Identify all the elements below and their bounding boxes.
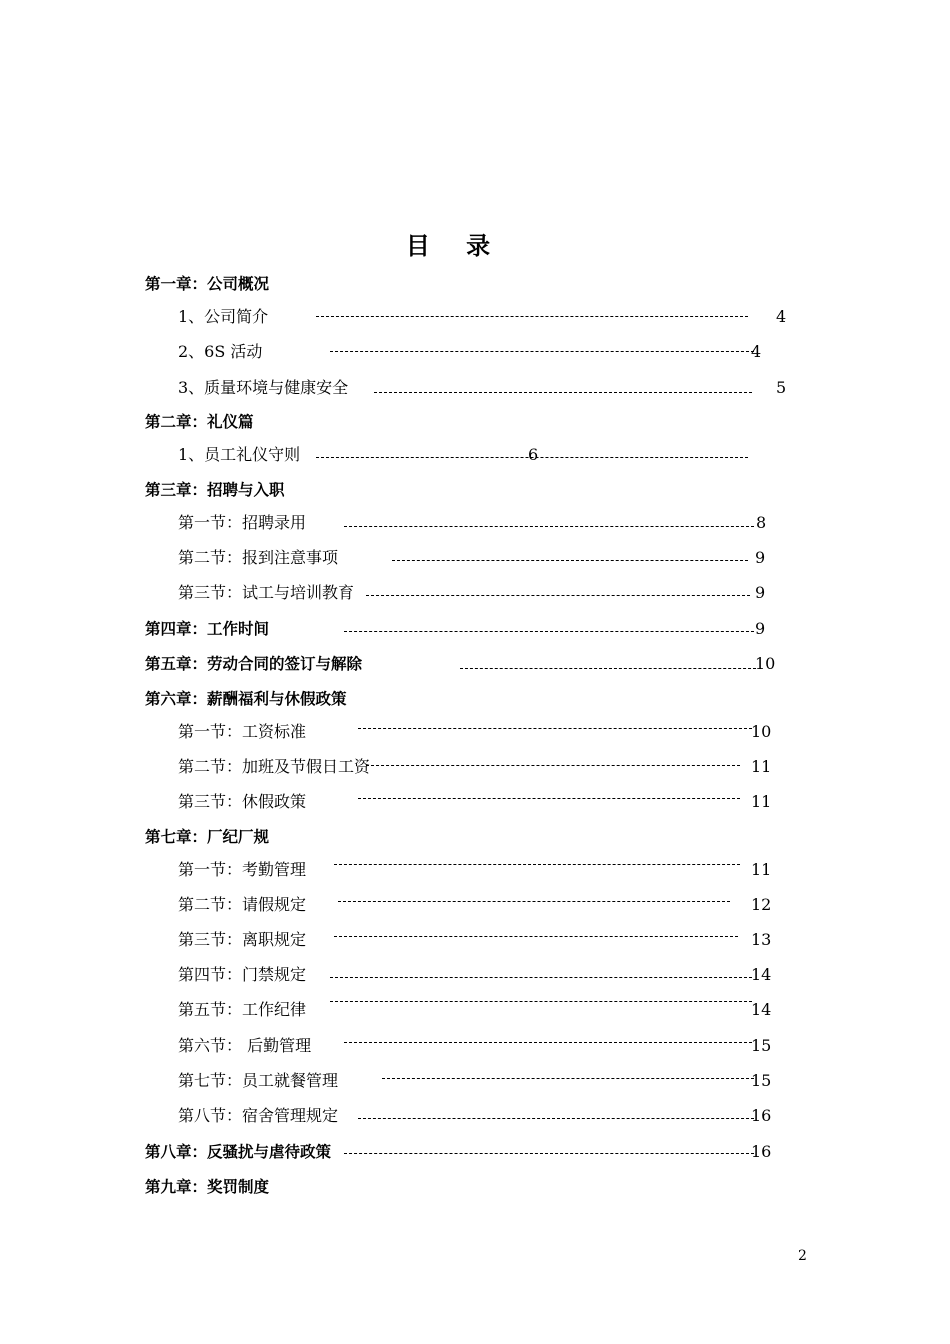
toc-page-number: 15 <box>751 1036 772 1055</box>
toc-entry-label: 第九章：奖罚制度 <box>145 1178 270 1196</box>
toc-page-number: 10 <box>751 722 772 741</box>
toc-page-number: 13 <box>751 930 772 949</box>
toc-page-number: 12 <box>751 895 772 914</box>
toc-page-number: 11 <box>751 792 772 811</box>
toc-entry <box>0 581 950 605</box>
toc-entry-label: 第一章：公司概况 <box>145 275 270 293</box>
toc-entry-label: 第五节：工作纪律 <box>178 1000 307 1019</box>
toc-entry <box>0 617 950 641</box>
dotted-leader <box>358 798 740 799</box>
toc-page-number: 16 <box>751 1106 772 1125</box>
toc-page-number: 11 <box>751 757 772 776</box>
toc-page-number: 11 <box>751 860 772 879</box>
toc-entry-label: 第三节：离职规定 <box>178 930 307 949</box>
toc-entry <box>0 755 950 779</box>
toc-entry <box>0 687 950 711</box>
toc-entry-label: 第三节：试工与培训教育 <box>178 583 355 602</box>
toc-entry <box>0 546 950 570</box>
toc-page-number: 16 <box>751 1142 772 1161</box>
dotted-leader <box>392 560 748 561</box>
toc-entry-label: 第三章：招聘与入职 <box>145 481 285 499</box>
toc-page-number: 8 <box>756 513 767 532</box>
toc-entry <box>0 893 950 917</box>
toc-page-number: 14 <box>751 1000 772 1019</box>
dotted-leader <box>382 1078 754 1079</box>
toc-page-number: 15 <box>751 1071 772 1090</box>
toc-entry-label: 第二节：报到注意事项 <box>178 548 339 567</box>
toc-entry-label: 1、员工礼仪守则 <box>178 445 301 464</box>
toc-entry-label: 第二章：礼仪篇 <box>145 413 254 431</box>
toc-entry-label: 第六章：薪酬福利与休假政策 <box>145 690 347 708</box>
toc-entry <box>0 825 950 849</box>
dotted-leader <box>334 864 740 865</box>
toc-page-number: 9 <box>755 548 766 567</box>
toc-entry <box>0 443 950 467</box>
toc-entry-label: 3、质量环境与健康安全 <box>178 378 349 397</box>
toc-entry <box>0 272 950 296</box>
toc-title: 目 录 <box>405 232 505 260</box>
toc-entry-label: 第四节：门禁规定 <box>178 965 307 984</box>
dotted-leader <box>338 901 730 902</box>
toc-entry-label: 第三节：休假政策 <box>178 792 307 811</box>
toc-entry-label: 第二节：加班及节假日工资 <box>178 757 371 776</box>
toc-entry <box>0 340 950 364</box>
dotted-leader <box>330 977 752 978</box>
toc-entry <box>0 1175 950 1199</box>
toc-entry <box>0 963 950 987</box>
toc-entry-label: 第六节： 后勤管理 <box>178 1036 312 1055</box>
toc-entry-label: 2、6S 活动 <box>178 342 263 361</box>
toc-page-number: 4 <box>751 342 762 361</box>
toc-entry <box>0 1034 950 1058</box>
dotted-leader <box>366 765 740 766</box>
dotted-leader <box>330 351 754 352</box>
toc-entry <box>0 720 950 744</box>
toc-entry-label: 第二节：请假规定 <box>178 895 307 914</box>
dotted-leader <box>330 1001 752 1002</box>
dotted-leader <box>460 668 756 669</box>
dotted-leader <box>358 1118 754 1119</box>
toc-entry-label: 第一节：工资标准 <box>178 722 307 741</box>
page-number: 2 <box>798 1248 807 1264</box>
dotted-leader <box>344 631 754 632</box>
toc-entry-label: 第七节：员工就餐管理 <box>178 1071 339 1090</box>
toc-entry <box>0 511 950 535</box>
toc-entry <box>0 928 950 952</box>
toc-entry <box>0 858 950 882</box>
toc-page-number: 14 <box>751 965 772 984</box>
toc-entry-label: 第一节：考勤管理 <box>178 860 307 879</box>
toc-entry <box>0 478 950 502</box>
toc-entry <box>0 1104 950 1128</box>
toc-entry <box>0 376 950 400</box>
toc-entry <box>0 998 950 1022</box>
toc-entry-label: 第五章：劳动合同的签订与解除 <box>145 655 363 673</box>
dotted-leader <box>366 595 750 596</box>
dotted-leader <box>316 316 748 317</box>
dotted-leader <box>358 728 752 729</box>
toc-page-number: 5 <box>776 378 787 397</box>
dotted-leader <box>374 392 752 393</box>
toc-page-number: 9 <box>755 583 766 602</box>
dotted-leader <box>334 936 738 937</box>
toc-page-number: 6 <box>528 445 539 464</box>
toc-entry <box>0 410 950 434</box>
toc-page-number: 9 <box>755 619 766 638</box>
toc-entry <box>0 305 950 329</box>
toc-entry-label: 第七章：厂纪厂规 <box>145 828 270 846</box>
toc-entry-label: 第一节：招聘录用 <box>178 513 307 532</box>
toc-entry <box>0 1140 950 1164</box>
toc-page-number: 4 <box>776 307 787 326</box>
toc-entry <box>0 652 950 676</box>
toc-entry-label: 1、公司简介 <box>178 307 269 326</box>
dotted-leader <box>344 526 754 527</box>
dotted-leader <box>344 1042 752 1043</box>
toc-page-number: 10 <box>755 654 776 673</box>
toc-entry-label: 第八章：反骚扰与虐待政策 <box>145 1143 332 1161</box>
toc-entry <box>0 790 950 814</box>
toc-entry-label: 第四章：工作时间 <box>145 620 270 638</box>
dotted-leader <box>344 1153 754 1154</box>
toc-entry-label: 第八节：宿舍管理规定 <box>178 1106 339 1125</box>
toc-entry <box>0 1069 950 1093</box>
